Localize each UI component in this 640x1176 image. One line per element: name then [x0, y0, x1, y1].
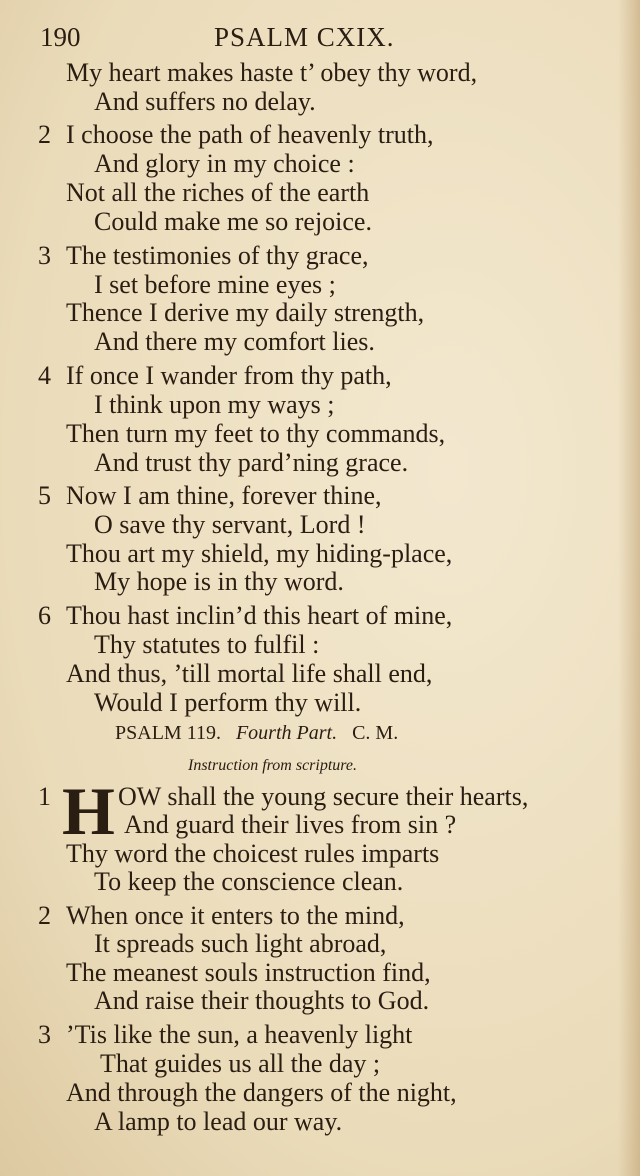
- verse-line: I choose the path of heavenly truth,: [66, 120, 434, 149]
- verse-line: A lamp to lead our way.: [94, 1107, 343, 1136]
- psalm-title: PSALM 119.: [115, 722, 221, 744]
- meter-label: C. M.: [352, 722, 399, 744]
- verse-line: Thy word the choicest rules imparts: [66, 839, 440, 868]
- verse-line: That guides us all the day ;: [100, 1049, 381, 1078]
- stanza-number: 3: [38, 1020, 51, 1049]
- verse-line: If once I wander from thy path,: [66, 361, 392, 390]
- verse-line: ’Tis like the sun, a heavenly light: [66, 1020, 413, 1049]
- verse-line: Not all the riches of the earth: [66, 178, 370, 207]
- stanza-number: 3: [38, 241, 51, 270]
- verse-line: My hope is in thy word.: [94, 567, 344, 596]
- stanza-number: 2: [38, 901, 51, 930]
- verse-line: And raise their thoughts to God.: [94, 986, 430, 1015]
- verse-line: It spreads such light abroad,: [94, 929, 387, 958]
- verse-line: And there my comfort lies.: [94, 327, 375, 356]
- verse-line: Thou hast inclin’d this heart of mine,: [66, 601, 453, 630]
- verse-line: And glory in my choice :: [94, 149, 355, 178]
- drop-cap: H: [62, 773, 115, 849]
- running-head: PSALM CXIX.: [214, 22, 395, 52]
- verse-line: Now I am thine, forever thine,: [66, 481, 382, 510]
- verse-line: And thus, ’till mortal life shall end,: [66, 659, 433, 688]
- verse-line: And suffers no delay.: [94, 87, 316, 116]
- verse-line: I think upon my ways ;: [94, 390, 335, 419]
- page-number: 190: [40, 22, 81, 52]
- stanza-number: 5: [38, 481, 51, 510]
- stanza-number: 1: [38, 782, 51, 811]
- verse-line: Then turn my feet to thy commands,: [66, 419, 446, 448]
- verse-line: The testimonies of thy grace,: [66, 241, 369, 270]
- page-header: [0, 22, 640, 58]
- verse-line: My heart makes haste t’ obey thy word,: [66, 58, 478, 87]
- section-heading: [115, 722, 398, 745]
- verse-line: Thy statutes to fulfil :: [94, 630, 320, 659]
- verse-line: To keep the conscience clean.: [94, 867, 404, 896]
- verse-line: And trust thy pard’ning grace.: [94, 448, 409, 477]
- verse-line: Could make me so rejoice.: [94, 207, 372, 236]
- verse-line: O save thy servant, Lord !: [94, 510, 366, 539]
- verse-line: OW shall the young secure their hearts,: [118, 782, 529, 811]
- verse-line: And guard their lives from sin ?: [124, 810, 457, 839]
- page-edge-stain: [618, 0, 640, 1176]
- verse-line: Thou art my shield, my hiding-place,: [66, 539, 453, 568]
- stanza-number: 2: [38, 120, 51, 149]
- verse-line: And through the dangers of the night,: [66, 1078, 457, 1107]
- verse-line: When once it enters to the mind,: [66, 901, 405, 930]
- section-subtitle: Instruction from scripture.: [188, 757, 358, 774]
- stanza-number: 6: [38, 601, 51, 630]
- verse-line: Thence I derive my daily strength,: [66, 298, 425, 327]
- verse-line: I set before mine eyes ;: [94, 270, 336, 299]
- part-label: Fourth Part.: [235, 722, 338, 744]
- verse-line: Would I perform thy will.: [94, 688, 362, 717]
- verse-line: The meanest souls instruction find,: [66, 958, 431, 987]
- stanza-number: 4: [38, 361, 51, 390]
